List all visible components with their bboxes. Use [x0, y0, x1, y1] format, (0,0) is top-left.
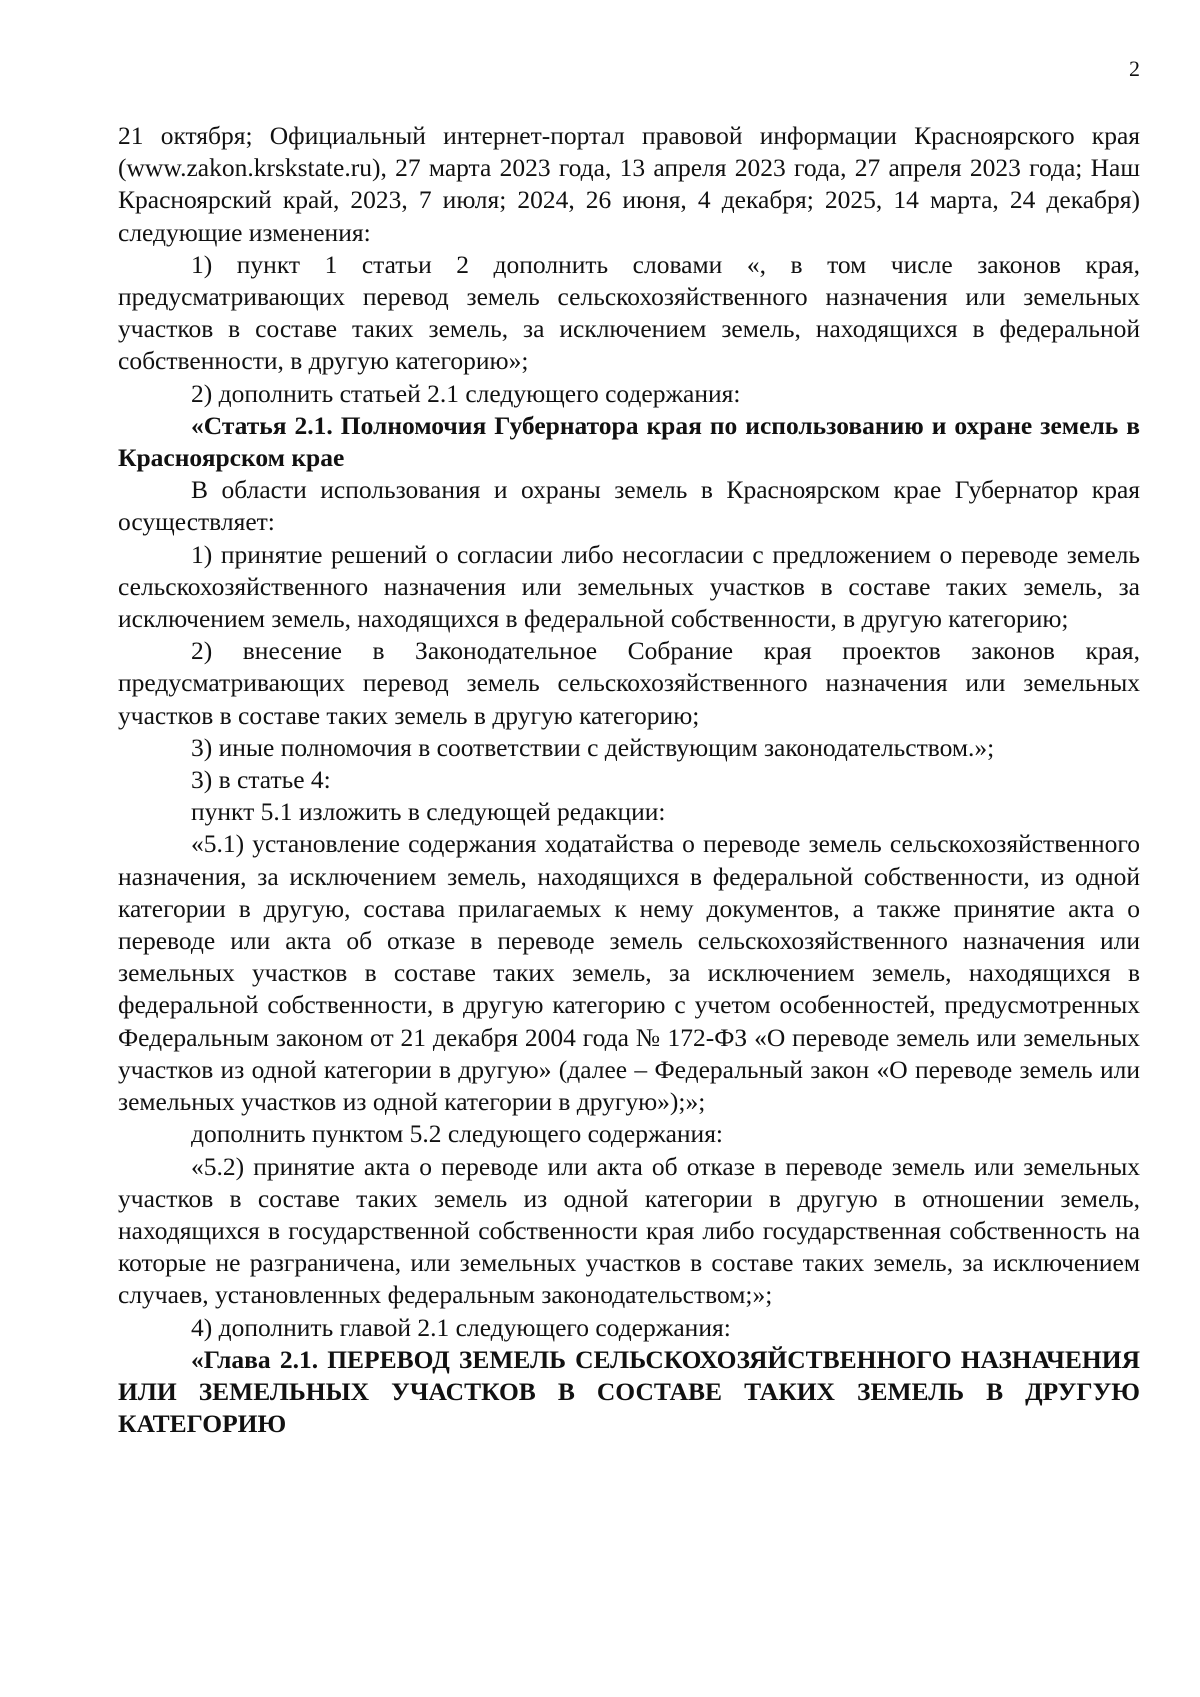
page-number: 2: [1129, 56, 1140, 81]
paragraph-amendment-1: 1) пункт 1 статьи 2 дополнить словами «, в том числе законов края, предусматривающих перевод земель сельскохозяйственного назначения или земельных участков в составе таких земель, за исключением земель, находящихся в федеральной собственности, в другую категорию»;: [118, 249, 1140, 376]
document-body: [118, 120, 1140, 1440]
chapter-2-1-heading: «Глава 2.1. ПЕРЕВОД ЗЕМЕЛЬ СЕЛЬСКОХОЗЯЙСТВЕННОГО НАЗНАЧЕНИЯ ИЛИ ЗЕМЕЛЬНЫХ УЧАСТКОВ В СОСТАВЕ ТАКИХ ЗЕМЕЛЬ В ДРУГУЮ КАТЕГОРИЮ: [118, 1344, 1140, 1439]
article-2-1-heading: «Статья 2.1. Полномочия Губернатора края по использованию и охране земель в Красноярском крае: [118, 410, 1140, 473]
paragraph-clause-5-2: «5.2) принятие акта о переводе или акта об отказе в переводе земель или земельных участков в составе таких земель из одной категории в другую в отношении земель, находящихся в государственной собственности края либо государственная собственность на которые не разграничена, или земельных участков в составе таких земель, за исключением случаев, установленных федеральным законодательством;»;: [118, 1151, 1140, 1310]
paragraph-amendment-2: 2) дополнить статьей 2.1 следующего содержания:: [191, 378, 741, 408]
article-2-1-intro: В области использования и охраны земель в Красноярском крае Губернатор края осуществляет:: [118, 475, 1140, 537]
paragraph-clause-5-1-intro: пункт 5.1 изложить в следующей редакции:: [191, 797, 666, 827]
paragraph-intro-continuation: 21 октября; Официальный интернет-портал правовой информации Красноярского края (www.zakon.krskstate.ru), 27 марта 2023 года, 13 апреля 2023 года, 27 апреля 2023 года; Наш Красноярский край, 2023, 7 июля; 2024, 26 июня, 4 декабря; 2025, 14 марта, 24 декабря) следующие изменения:: [118, 121, 1140, 247]
article-2-1-item-3: 3) иные полномочия в соответствии с действующим законодательством.»;: [191, 732, 995, 762]
paragraph-clause-5-2-intro: дополнить пунктом 5.2 следующего содержания:: [191, 1119, 724, 1149]
paragraph-amendment-3: 3) в статье 4:: [191, 765, 331, 795]
paragraph-clause-5-1: «5.1) установление содержания ходатайства о переводе земель сельскохозяйственного назначения, за исключением земель, находящихся в федеральной собственности, из одной категории в другую, состава прилагаемых к нему документов, а также принятие акта о переводе или акта об отказе в переводе земель сельскохозяйственного назначения или земельных участков в составе таких земель, за исключением земель, находящихся в федеральной собственности, в другую категорию с учетом особенностей, предусмотренных Федеральным законом от 21 декабря 2004 года № 172-ФЗ «О переводе земель или земельных участков из одной категории в другую» (далее – Федеральный закон «О переводе земель или земельных участков из одной категории в другую»);»;: [118, 829, 1140, 1117]
article-2-1-item-1: 1) принятие решений о согласии либо несогласии с предложением о переводе земель сельскохозяйственного назначения или земельных участков в составе таких земель, за исключением земель, находящихся в федеральной собственности, в другую категорию;: [118, 539, 1140, 634]
paragraph-amendment-4: 4) дополнить главой 2.1 следующего содержания:: [191, 1312, 731, 1342]
article-2-1-item-2: 2) внесение в Законодательное Собрание края проектов законов края, предусматривающих перевод земель сельскохозяйственного назначения или земельных участков в составе таких земель в другую категорию;: [118, 636, 1140, 730]
